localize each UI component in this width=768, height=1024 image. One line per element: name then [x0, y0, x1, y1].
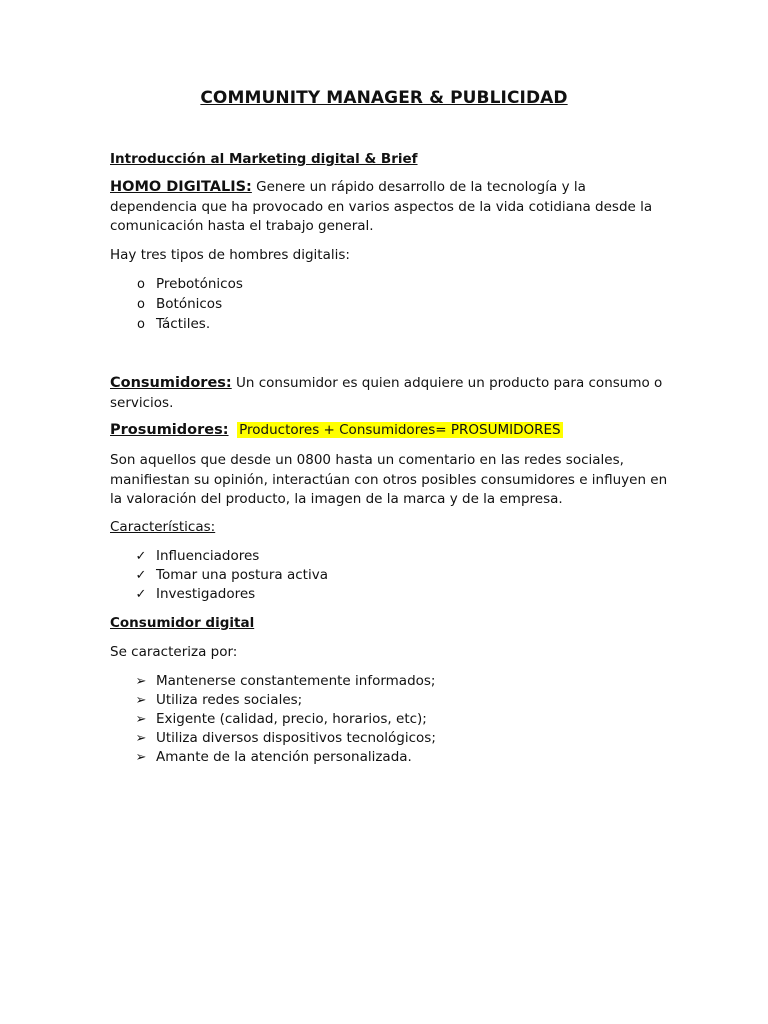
- document-title: COMMUNITY MANAGER & PUBLICIDAD: [200, 88, 568, 108]
- arrow-bullet-icon: ➢: [135, 674, 147, 689]
- homo-digitalis-paragraph: [110, 178, 670, 237]
- prosumidores-highlight: Productores + Consumidores= PROSUMIDORES: [239, 422, 561, 438]
- prosumidores-label: Prosumidores:: [110, 422, 229, 438]
- prosumidores-paragraph: [110, 421, 670, 441]
- arrow-bullet-icon: ➢: [135, 693, 147, 708]
- circle-bullet-icon: o: [137, 297, 145, 312]
- homo-digitalis-text: Genere un rápido desarrollo de la tecnología y la dependencia que ha provocado en varios aspectos de la vida cotidiana desde la comunicación hasta el trabajo general.: [110, 179, 653, 234]
- intro-heading: Introducción al Marketing digital & Brief: [110, 151, 418, 167]
- arrow-bullet-icon: ➢: [135, 712, 147, 727]
- list-item-text: Tomar una postura activa: [156, 567, 328, 583]
- prosumidores-description: Son aquellos que desde un 0800 hasta un comentario en las redes sociales, manifiestan su opinión, interactúan con otros posibles consumidores e influyen en la valoración del producto, la imagen de la marca y de la empresa.: [110, 452, 668, 507]
- list-item-text: Utiliza redes sociales;: [156, 692, 303, 708]
- list-item-text: Prebotónicos: [156, 276, 243, 292]
- list-item-text: Botónicos: [156, 296, 223, 312]
- check-icon: ✓: [135, 549, 147, 564]
- arrow-bullet-icon: ➢: [135, 750, 147, 765]
- list-item-text: Influenciadores: [156, 548, 260, 564]
- check-icon: ✓: [135, 587, 147, 602]
- consumidores-label: Consumidores:: [110, 375, 232, 391]
- circle-bullet-icon: o: [137, 317, 145, 332]
- consumidores-text: Un consumidor es quien adquiere un producto para consumo o servicios.: [110, 375, 663, 411]
- arrow-bullet-icon: ➢: [135, 731, 147, 746]
- homo-digitalis-label: HOMO DIGITALIS:: [110, 179, 252, 195]
- check-icon: ✓: [135, 568, 147, 583]
- list-item-text: Táctiles.: [156, 316, 211, 332]
- consumidores-paragraph: [110, 374, 670, 413]
- se-caracteriza-text: Se caracteriza por:: [110, 644, 238, 660]
- caracteristicas-label: Características:: [110, 519, 216, 535]
- tipos-intro: Hay tres tipos de hombres digitalis:: [110, 247, 350, 263]
- list-item-text: Amante de la atención personalizada.: [156, 749, 412, 765]
- circle-bullet-icon: o: [137, 277, 145, 292]
- list-item-text: Exigente (calidad, precio, horarios, etc);: [156, 711, 427, 727]
- list-item-text: Utiliza diversos dispositivos tecnológicos;: [156, 730, 436, 746]
- list-item-text: Mantenerse constantemente informados;: [156, 673, 436, 689]
- list-item-text: Investigadores: [156, 586, 256, 602]
- consumidor-digital-heading: Consumidor digital: [110, 615, 255, 631]
